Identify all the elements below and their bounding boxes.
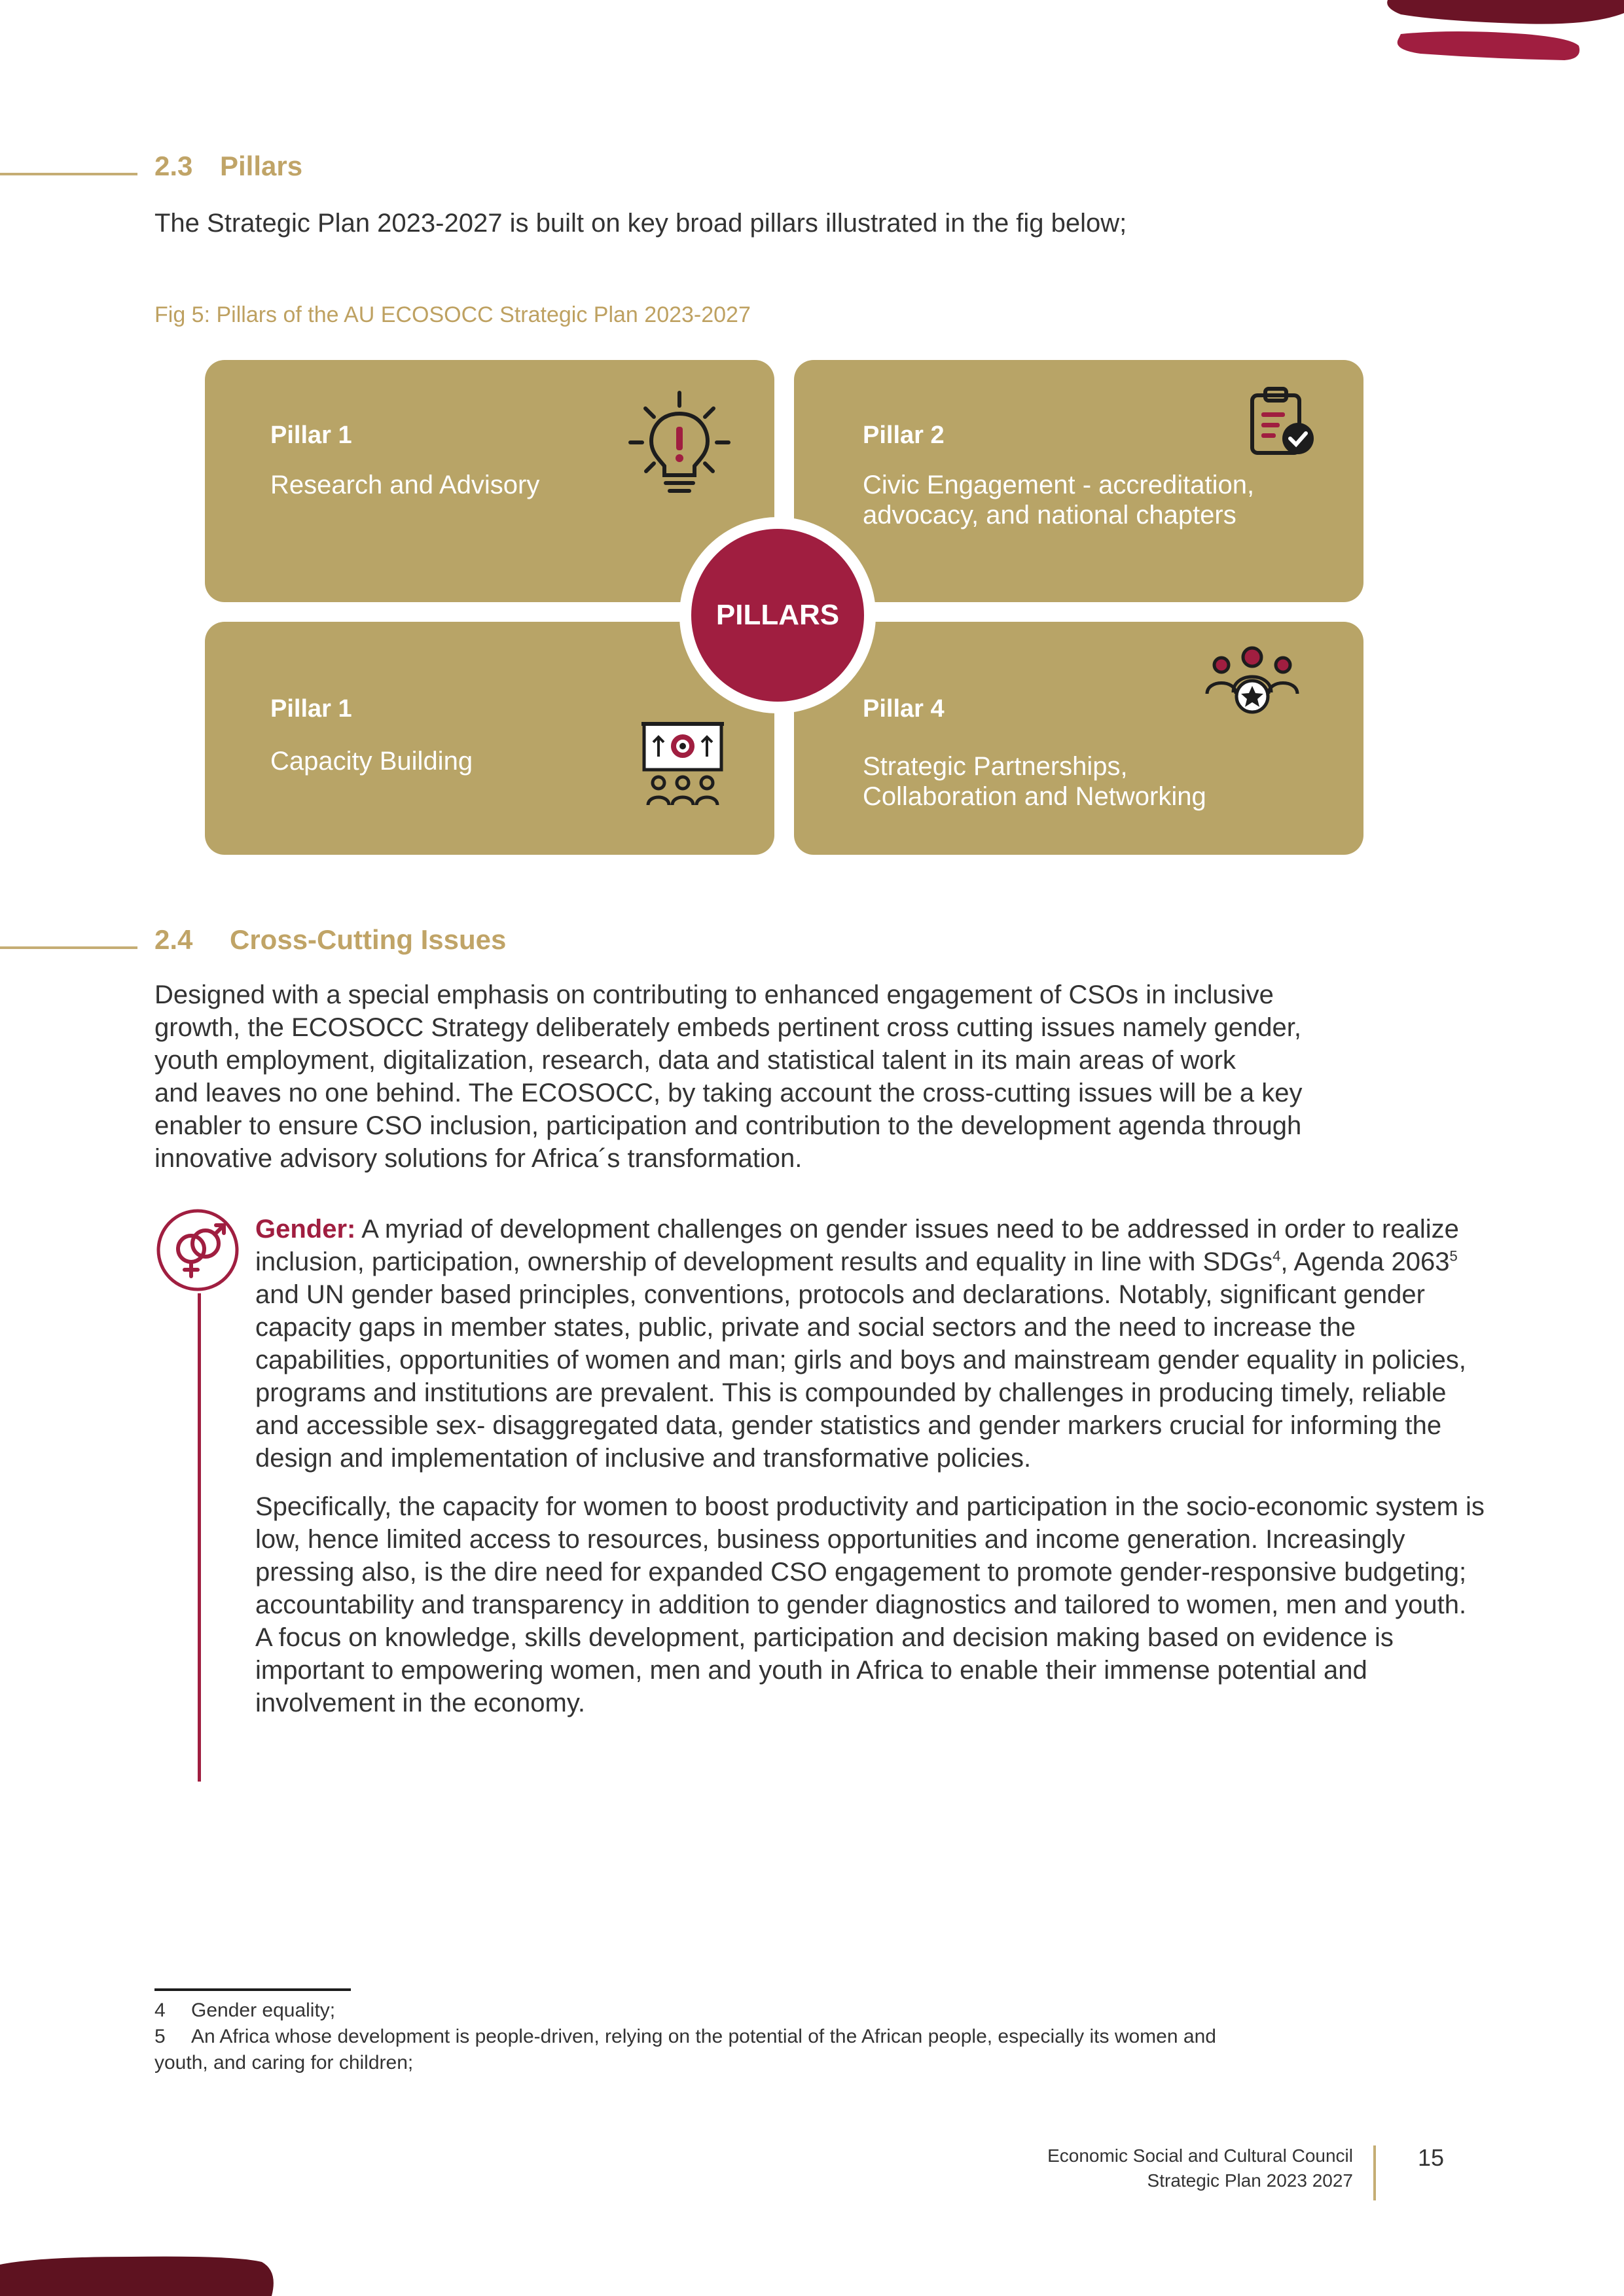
page-number: 15 [1418, 2144, 1445, 2171]
pillar-text-line1: Strategic Partnerships, [863, 752, 1128, 781]
gender-label: Gender: [255, 1215, 356, 1244]
body-line: Designed with a special emphasis on contributing to enhanced engagement of CSOs in inclusive [154, 980, 1274, 1009]
pillar-title: Pillar 2 [863, 422, 945, 449]
footnote-ref: 4 [1272, 1247, 1281, 1265]
pillars-center-label: PILLARS [715, 599, 840, 631]
body-line: innovative advisory solutions for Africa´s transformation. [154, 1144, 803, 1173]
footnote-ref: 5 [1449, 1247, 1458, 1265]
pillars-center-circle [679, 517, 876, 713]
section-number: 2.4 [154, 924, 193, 955]
pillar-title: Pillar 1 [270, 695, 352, 723]
footer-divider [1373, 2145, 1376, 2200]
pillar-text: Capacity Building [270, 747, 473, 776]
clipboard-check-icon [1246, 386, 1318, 458]
footnote-5 [154, 2024, 1216, 2050]
pillar-text: Research and Advisory [270, 471, 540, 499]
body-line: enabler to ensure CSO inclusion, participation and contribution to the development agenda through [154, 1111, 1302, 1140]
section-title: Cross-Cutting Issues [230, 924, 507, 955]
section-title: Pillars [220, 151, 303, 181]
footer-org: Economic Social and Cultural Council [1047, 2145, 1353, 2166]
pillar-title: Pillar 1 [270, 422, 352, 449]
pillar-card-research [205, 360, 774, 602]
body-line: growth, the ECOSOCC Strategy deliberately embeds pertinent cross cutting issues namely gender, [154, 1013, 1301, 1042]
gender-vertical-rule [198, 1293, 201, 1782]
pillar-text-line2: Collaboration and Networking [863, 782, 1206, 811]
footnote-text: Gender equality; [191, 2000, 336, 2021]
section-number: 2.3 [154, 151, 193, 181]
footer-doc: Strategic Plan 2023 2027 [1147, 2170, 1353, 2191]
footnote-4 [154, 1998, 335, 2024]
pillar-card-partnerships [794, 622, 1363, 855]
gender-paragraph-1 [255, 1213, 1486, 1475]
footnote-separator [154, 1988, 351, 1991]
team-star-icon [1203, 644, 1301, 716]
gender-text-part: and UN gender based principles, conventions, protocols and declarations. Notably, significant gender capacity gaps in member states, public, private and social sectors and the need to increase the capabilities, opportunities of women and man; girls and boys and mainstream gender equality in policies, programs and institutions are prevalent. This is compounded by challenges in producing timely, reliable and accessible sex- disaggregated data, gender statistics and gender markers crucial for informing the design and implementation of inclusive and transformative policies. [255, 1280, 1466, 1473]
figure-caption: Fig 5: Pillars of the AU ECOSOCC Strategic Plan 2023-2027 [154, 302, 751, 327]
pillar-text-line1: Civic Engagement - accreditation, [863, 471, 1255, 499]
section-heading-pillars [154, 151, 302, 182]
section-rule [0, 173, 137, 175]
gender-text-part: , Agenda 2063 [1280, 1247, 1450, 1276]
pillar-card-civic-engagement [794, 360, 1363, 602]
body-line: youth employment, digitalization, research, data and statistical talent in its main areas of work [154, 1046, 1236, 1075]
lightbulb-idea-icon [624, 389, 735, 500]
footnote-number: 5 [154, 2026, 166, 2047]
gender-text-part: A myriad of development challenges on gender issues need to be addressed in order to realize inclusion, participation, ownership of development results and equality in line with SDGs [255, 1215, 1459, 1276]
pillar-title: Pillar 4 [863, 695, 945, 723]
top-brush-decoration [1375, 0, 1624, 72]
bottom-brush-decoration [0, 2251, 281, 2296]
gender-symbols-icon [153, 1208, 245, 1293]
section-rule [0, 946, 137, 949]
training-board-group-icon [640, 720, 725, 812]
pillar-text-line2: advocacy, and national chapters [863, 501, 1236, 529]
gender-text [255, 1213, 1486, 1735]
pillars-intro: The Strategic Plan 2023-2027 is built on key broad pillars illustrated in the fig below; [154, 209, 1127, 238]
footnote-number: 4 [154, 2000, 166, 2021]
section-heading-cross-cutting [154, 924, 506, 956]
gender-paragraph-2: Specifically, the capacity for women to boost productivity and participation in the socio-economic system is low, hence limited access to resources, business opportunities and income generation. Increasingly pressing also, is the dire need for expanded CSO engagement to promote gender-responsive budgeting; accountability and transparency in addition to gender diagnostics and tailored to women, men and youth. A focus on knowledge, skills development, participation and decision making based on evidence is important to empowering women, men and youth in Africa to enable their immense potential and involvement in the economy. [255, 1492, 1485, 1717]
footnote-5-continued: youth, and caring for children; [154, 2052, 414, 2073]
footnote-text: An Africa whose development is people-driven, relying on the potential of the African people, especially its women and [191, 2026, 1216, 2047]
body-line: and leaves no one behind. The ECOSOCC, by taking account the cross-cutting issues will be a key [154, 1079, 1303, 1107]
